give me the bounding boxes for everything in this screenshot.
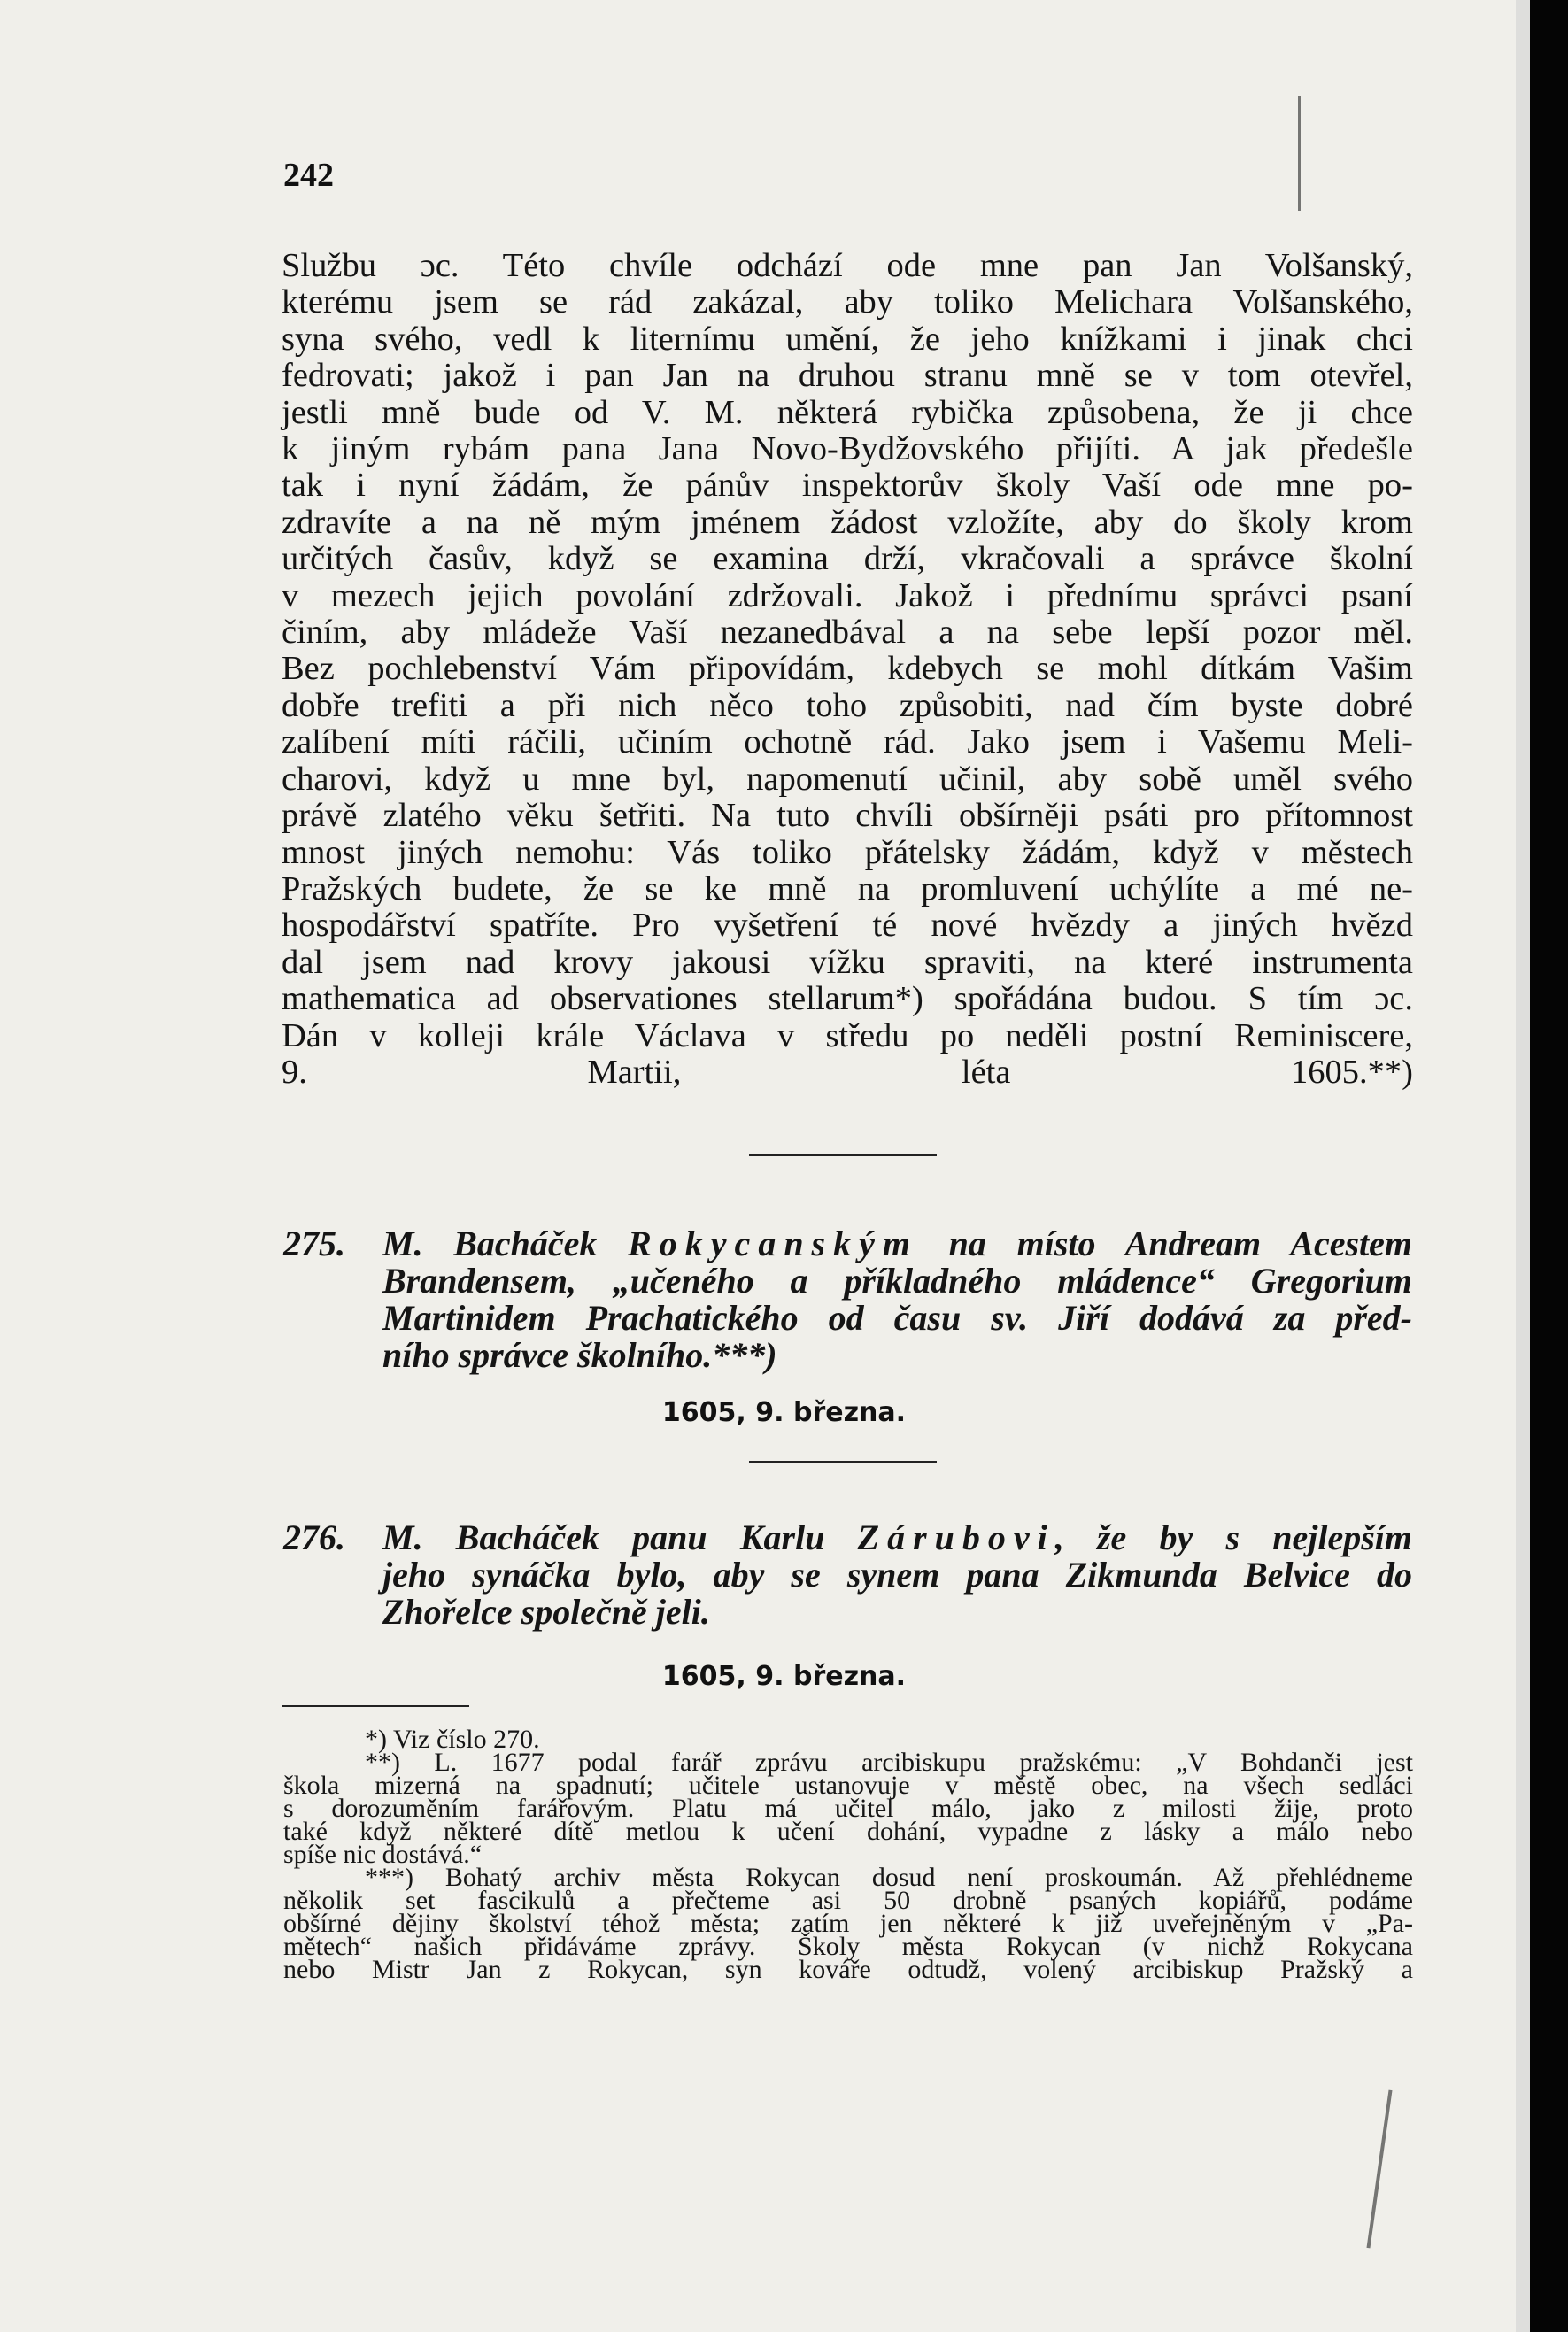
footnote-line: s dorozuměním farářovým. Platu má učitel málo, jako z milosti žije, proto	[283, 1794, 1413, 1823]
entry-276-date: 1605, 9. března.	[661, 1661, 907, 1692]
entry-line: Martinidem Prachatického od času sv. Jiří dodává za před-	[382, 1298, 1412, 1338]
text-line: mathematica ad observationes stellarum*) spořádána budou. S tím ɔc.	[282, 980, 1413, 1018]
footnote-2: **) L. 1677 podal farář zprávu arcibiskupu pražskému: „V Bohdanči jest	[365, 1748, 1413, 1777]
text-line: Pražských budete, že se ke mně na promluvení uchýlíte a mé ne-	[282, 869, 1413, 907]
footnote-line: škola mizerná na spadnutí; učitele ustanovuje v městě obec, na všech sedláci	[283, 1771, 1413, 1800]
text-line: v mezech jejich povolání zdržovali. Jakož i přednímu správci psaní	[282, 576, 1413, 614]
text-line: charovi, když u mne byl, napomenutí učinil, aby sobě uměl svého	[282, 760, 1413, 798]
scan-mark	[1366, 2090, 1392, 2249]
letter-body-text	[282, 248, 1413, 1091]
section-divider	[749, 1154, 937, 1156]
footnote-divider	[282, 1705, 469, 1707]
text-line: zdravíte a na ně mým jménem žádost vzložíte, aby do školy krom	[282, 503, 1413, 541]
text-line: mnost jiných nemohu: Vás toliko přátelsky žádám, když v městech	[282, 833, 1413, 871]
text-line: Bez pochlebenství Vám připovídám, kdebych se mohl dítkám Vašim	[282, 650, 1413, 688]
text-line: kterému jsem se rád zakázal, aby toliko Melichara Volšanského,	[282, 283, 1413, 321]
scan-mark	[1298, 96, 1301, 211]
text-line: právě zlatého věku šetřiti. Na tuto chvíli obšírněji psáti pro přítomnost	[282, 797, 1413, 835]
text-line: činím, aby mládeže Vaší nezanedbával a na sebe lepší pozor měl.	[282, 614, 1413, 652]
text-line: dobře trefiti a při nich něco toho způsobiti, nad čím byste dobré	[282, 686, 1413, 724]
footnote-line: spíše nic dostává.“	[283, 1840, 483, 1869]
entry-number: 275.	[283, 1224, 345, 1263]
entry-line: jeho synáčka bylo, aby se synem pana Zikmunda Belvice do	[382, 1555, 1412, 1595]
footnotes	[283, 1725, 1413, 1984]
footnote-1: *) Viz číslo 270.	[365, 1725, 540, 1754]
text-line: zalíbení míti ráčili, učiním ochotně rád. Jako jsem i Vašemu Meli-	[282, 723, 1413, 761]
scan-dark-border	[1530, 0, 1568, 2332]
text-line: určitých časův, když se examina drží, vkračovali a správce školní	[282, 540, 1413, 578]
page-number: 242	[283, 157, 334, 194]
text-line: tak i nyní žádám, že pánův inspektorův školy Vaší ode mne po-	[282, 467, 1413, 505]
entry-line: Zhořelce společně jeli.	[382, 1592, 710, 1632]
text-line: syna svého, vedl k liternímu umění, že jeho knížkami i jinak chci	[282, 320, 1413, 358]
entry-number: 276.	[283, 1517, 345, 1557]
text-line: jestli mně bude od V. M. některá rybička způsobena, že ji chce	[282, 393, 1413, 431]
text-line: fedrovati; jakož i pan Jan na druhou stranu mně se v tom otevřel,	[282, 357, 1413, 395]
text-line: Službu ɔc. Této chvíle odchází ode mne pan Jan Volšanský,	[282, 247, 1413, 284]
text-line: 9. Martii, léta 1605.**)	[282, 1053, 1413, 1091]
entry-line: ního správce školního.***)	[382, 1335, 777, 1375]
section-divider	[749, 1461, 937, 1463]
footnote-line: několik set fascikulů a přečteme asi 50 drobně psaných kopiářů, podáme	[283, 1886, 1413, 1915]
footnote-line: také když některé dítě metlou k učení dohání, vypadne z lásky a málo nebo	[283, 1817, 1413, 1846]
footnote-line: mětech“ našich přidáváme zprávy. Školy města Rokycan (v nichž Rokycana	[283, 1932, 1413, 1961]
footnote-line: obšírné dějiny školství téhož města; zatím jen některé k již uveřejněným v „Pa-	[283, 1909, 1413, 1938]
footnote-line: nebo Mistr Jan z Rokycan, syn kováře odtudž, volený arcibiskup Pražský a	[283, 1955, 1413, 1984]
entry-line: Brandensem, „učeného a příkladného mládence“ Gregorium	[382, 1261, 1412, 1301]
entry-275-date: 1605, 9. března.	[661, 1397, 907, 1428]
footnote-3: ***) Bohatý archiv města Rokycan dosud není proskoumán. Až přehlédneme	[365, 1863, 1413, 1892]
text-line: k jiným rybám pana Jana Novo-Bydžovského přijíti. A jak předešle	[282, 430, 1413, 468]
text-line: dal jsem nad krovy jakousi vížku spraviti, na které instrumenta	[282, 943, 1413, 981]
entry-276: 276. M. Bacháček panu Karlu Zárubovi, že by s nejlepším jeho synáčka bylo, aby se synem pana Zikmunda Belvice do Zhořelce společně jeli.	[283, 1517, 1412, 1632]
text-line: hospodářství spatříte. Pro vyšetření té nové hvězdy a jiných hvězd	[282, 907, 1413, 945]
entry-275: 275. M. Bacháček Rokycanským na místo Andream Acestem Brandensem, „učeného a příkladného mládence“ Gregorium Martinidem Prachatického od času sv. Jiří dodává za před- ního správce školního.***)	[283, 1224, 1412, 1375]
text-line: Dán v kolleji krále Václava v středu po neděli postní Reminiscere,	[282, 1016, 1413, 1054]
